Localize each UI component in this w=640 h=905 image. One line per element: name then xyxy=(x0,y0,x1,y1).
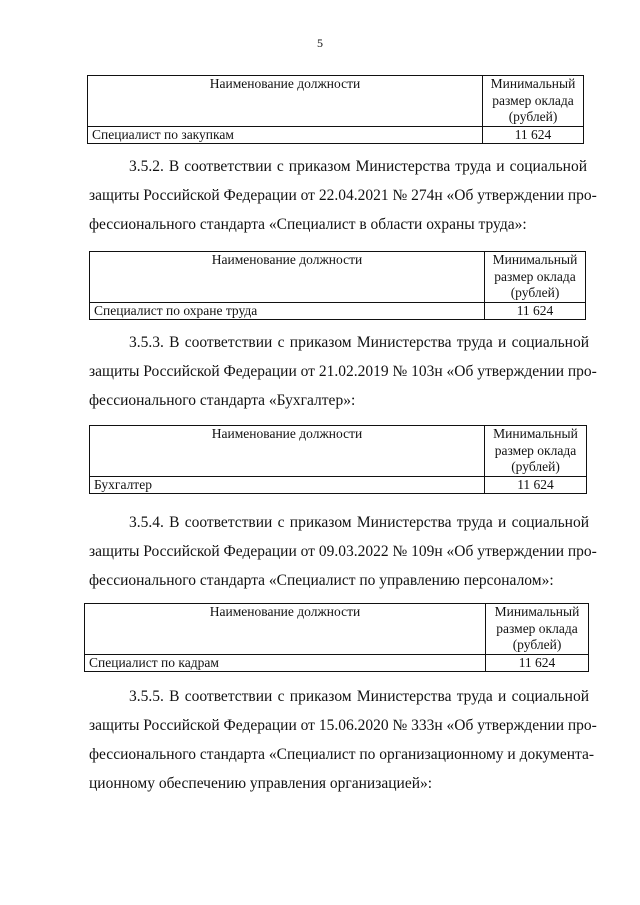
salary-value-cell: 11 624 xyxy=(483,126,584,143)
min-salary-line-1: Минимальный xyxy=(494,604,580,619)
paragraph-line: защиты Российской Федерации от 15.06.2020 № 333н «Об утверждении про- xyxy=(89,717,597,734)
position-name-cell: Специалист по охране труда xyxy=(90,302,485,319)
paragraph-line: ционному обеспечению управления организацией»: xyxy=(89,775,433,792)
column-header-position: Наименование должности xyxy=(90,426,485,477)
position-name-cell: Специалист по закупкам xyxy=(88,126,483,143)
paragraph-line: 3.5.2. В соответствии с приказом Министерства труда и социальной xyxy=(129,158,587,175)
salary-table-accountant xyxy=(89,425,587,494)
min-salary-line-1: Минимальный xyxy=(490,76,576,91)
table-row xyxy=(88,126,584,143)
column-header-position: Наименование должности xyxy=(90,252,485,303)
table-row xyxy=(90,476,587,493)
column-header-position: Наименование должности xyxy=(85,604,486,655)
paragraph-line: фессионального стандарта «Бухгалтер»: xyxy=(89,392,356,409)
paragraph-line: фессионального стандарта «Специалист по управлению персоналом»: xyxy=(89,572,554,589)
paragraph-3-5-3 xyxy=(89,328,597,415)
column-header-min-salary xyxy=(485,252,586,303)
salary-value-cell: 11 624 xyxy=(486,654,589,671)
table-row xyxy=(90,302,586,319)
position-name-cell: Бухгалтер xyxy=(90,476,485,493)
position-name-cell: Специалист по кадрам xyxy=(85,654,486,671)
paragraph-3-5-2 xyxy=(89,152,597,239)
min-salary-line-2: размер оклада xyxy=(496,620,578,636)
table-header-row xyxy=(90,426,587,477)
paragraph-3-5-5 xyxy=(89,682,597,798)
paragraph-line: 3.5.4. В соответствии с приказом Министерства труда и социальной xyxy=(129,514,589,531)
salary-table-labor-safety xyxy=(89,251,586,320)
salary-value-cell: 11 624 xyxy=(485,476,587,493)
min-salary-line-2: размер оклада xyxy=(494,268,576,284)
salary-table-hr xyxy=(84,603,589,672)
min-salary-line-3: (рублей) xyxy=(511,459,560,474)
salary-table-procurement xyxy=(87,75,584,144)
table-header-row xyxy=(90,252,586,303)
min-salary-line-3: (рублей) xyxy=(510,285,560,300)
column-header-min-salary xyxy=(483,76,584,127)
min-salary-line-1: Минимальный xyxy=(493,426,578,441)
paragraph-line: 3.5.3. В соответствии с приказом Министерства труда и социальной xyxy=(129,334,589,351)
salary-value-cell: 11 624 xyxy=(485,302,586,319)
paragraph-line: фессионального стандарта «Специалист в области охраны труда»: xyxy=(89,216,527,233)
min-salary-line-3: (рублей) xyxy=(508,109,558,124)
paragraph-line: 3.5.5. В соответствии с приказом Министерства труда и социальной xyxy=(129,688,589,705)
min-salary-line-2: размер оклада xyxy=(494,442,577,458)
table-row xyxy=(85,654,589,671)
min-salary-line-1: Минимальный xyxy=(492,252,578,267)
column-header-position: Наименование должности xyxy=(88,76,483,127)
paragraph-line: фессионального стандарта «Специалист по организационному и документа- xyxy=(89,746,595,763)
paragraph-line: защиты Российской Федерации от 21.02.2019 № 103н «Об утверждении про- xyxy=(89,363,597,380)
column-header-min-salary xyxy=(486,604,589,655)
paragraph-3-5-4 xyxy=(89,508,597,595)
paragraph-line: защиты Российской Федерации от 09.03.2022 № 109н «Об утверждении про- xyxy=(89,543,597,560)
table-header-row xyxy=(85,604,589,655)
page-number: 5 xyxy=(317,36,323,50)
min-salary-line-2: размер оклада xyxy=(492,92,574,108)
column-header-min-salary xyxy=(485,426,587,477)
paragraph-line: защиты Российской Федерации от 22.04.2021 № 274н «Об утверждении про- xyxy=(89,187,597,204)
min-salary-line-3: (рублей) xyxy=(512,637,562,652)
table-header-row xyxy=(88,76,584,127)
